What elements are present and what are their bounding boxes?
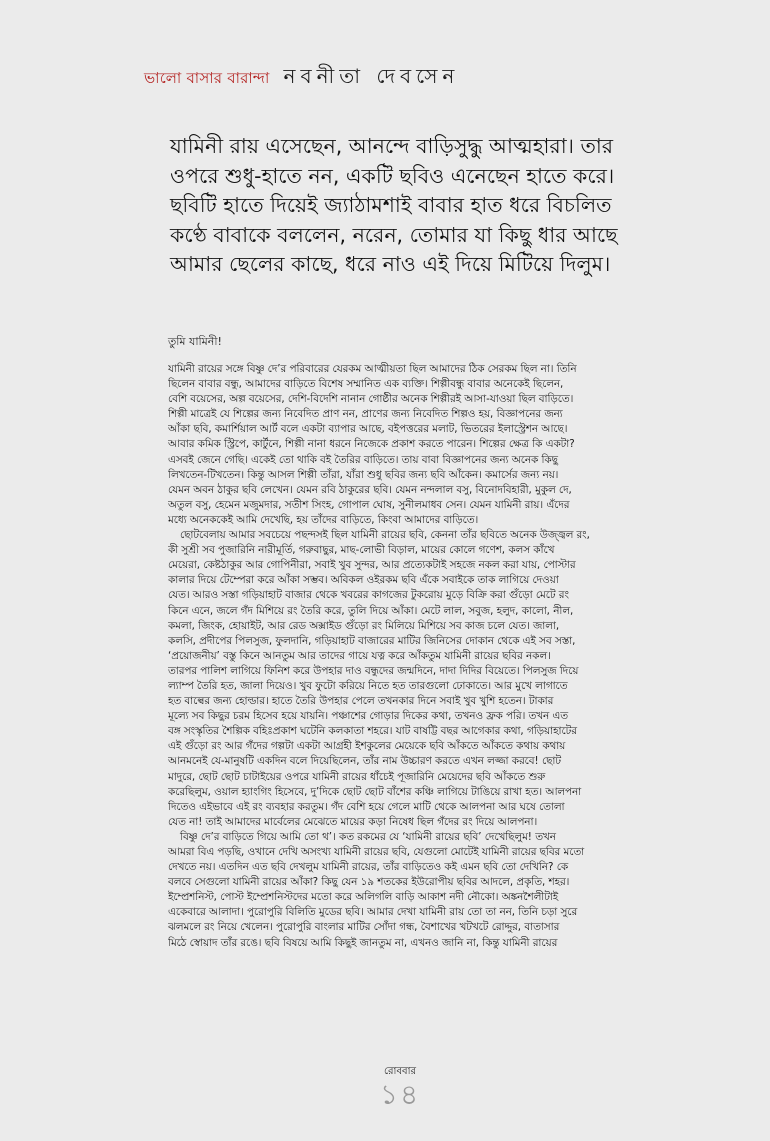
body-line: দিতেও এইভাবে এই রং ব্যবহার করতুম। গঁদ বেশি হয়ে গেলে মাটি থেকে আলপনা আর ঘষে তোলা	[168, 800, 565, 813]
body-line: ‘প্রয়োজনীয়’ বস্তু কিনে আনতুম আর তাদের গায়ে যত্ন করে আঁকতুম যামিনী রায়ের ছবির নকল।	[168, 649, 551, 662]
body-line: যেমন অবন ঠাকুর ছবি লেখেন। যেমন রবি ঠাকুরের ছবি। যেমন নন্দলাল বসু, বিনোদবিহারী, মুকুল দে,	[168, 483, 572, 496]
column-title: ভালো বাসার বারান্দা	[144, 69, 270, 87]
body-line: আঁকা ছবি, কমার্শিয়াল আর্ট বলে একটা ব্যাপার আছে, বইপত্তরের মলাট, ভিতরের ইলাস্ট্রেশন আছে।	[168, 423, 568, 436]
page-number: ১৪	[379, 1078, 421, 1111]
pull-quote-line: আমার ছেলের কাছে, ধরে নাও এই দিয়ে মিটিয়ে দিলুম।	[170, 252, 611, 276]
pull-quote	[170, 132, 618, 280]
body-line: কলসি, প্রদীপের পিলসুজ, ফুলদানি, গড়িয়াহাট বাজারের মাটির জিনিসের দোকান থেকে এই সব সস্তা,	[168, 634, 576, 647]
body-line: যেত না! তাই আমাদের মার্বেলের মেঝেতে মায়ের কড়া নিষেধ ছিল গঁদের রং দিয়ে আলপনা।	[168, 815, 538, 828]
body-line: মেয়েরা, কেষ্টঠাকুর আর গোপিনীরা, সবাই খুব সুন্দর, আর প্রত্যেকটাই সহজে নকল করা যায়, পোস্টার	[168, 559, 576, 572]
body-line: দেখতে নয়। এতদিন এত ছবি দেখলুম যামিনী রায়ের, তাঁর বাড়িতেও কই এমন ছবি তো দেখিনি? কে	[168, 861, 569, 874]
body-line: বেশি বয়েসের, অল্প বয়েসের, দেশি-বিদেশি নানান গোষ্ঠীর অনেক শিল্পীরই আসা-যাওয়া ছিল বাড়িতে।	[168, 393, 574, 406]
article-body	[168, 362, 614, 951]
body-line: করেছিলুম, ওয়াল হ্যাংগিং হিসেবে, দু’দিকে ছোট ছোট বাঁশের কঞ্চি লাগিয়ে টাঙিয়ে রাখা হত। আলপনা	[168, 785, 582, 798]
magazine-name: রোববার	[384, 1066, 416, 1077]
body-line: মাদুরে, ছোট ছোট চাটাইয়ের ওপরে যামিনী রায়ের ধাঁচেই পূজারিনি মেয়েদের ছবি আঁকতে শুরু	[168, 770, 546, 783]
body-line: কমলা, জিংক, হোয়াইট, আর রেড অক্সাইড গুঁড়ো রং মিলিয়ে মিশিয়ে সব কাজ চলে যেত। জালা,	[168, 619, 560, 632]
page-footer	[370, 1064, 430, 1109]
pull-quote-line: যামিনী রায় এসেছেন, আনন্দে বাড়িসুদ্ধু আত্মহারা। তার	[170, 134, 614, 158]
body-line: বঙ্গ সংস্কৃতির শৈল্পিক বহিঃপ্রকাশ ঘটেনি কলকাতা শহরে। যাট বাষট্টি বছর আগেকার কথা, গড়িয়াহাটের	[168, 725, 577, 738]
body-line: বিষ্ণু দে’র বাড়িতে গিয়ে আমি তো থ’। কত রকমের যে ‘যামিনী রায়ের ছবি’ দেখেছিলুম! তখন	[180, 830, 556, 843]
pull-quote-line: ছবিটি হাতে দিয়েই জ্যাঠামশাই বাবার হাত ধরে বিচলিত	[170, 193, 612, 217]
body-line: এসবই জেনে গেছি। একেই তো থাকি বই তৈরির বাড়িতে। তায় বাবা বিজ্ঞাপনের জন্য অনেক কিছু	[168, 453, 558, 466]
pull-quote-line: কণ্ঠে বাবাকে বললেন, নরেন, তোমার যা কিছু ধার আছে	[170, 222, 618, 247]
body-line: ল্যাম্প তৈরি হত, জালা দিয়েও। খুব ফুটো করিয়ে নিতে হত তারগুলো ঢোকাতে। আর মুখে লাগাতে	[168, 679, 568, 692]
body-line: মধ্যে অনেককেই আমি দেখেছি, হয় তাঁদের বাড়িতে, কিংবা আমাদের বাড়িতে।	[168, 513, 479, 526]
body-line: যামিনী রায়ের সঙ্গে বিষ্ণু দে’র পরিবারের যেরকম আত্মীয়তা ছিল আমাদের ঠিক সেরকম ছিল না। তিনি	[168, 363, 577, 375]
body-line: কালার দিয়ে টেম্পেরা করে আঁকা সম্ভব। অবিকল ওইরকম ছবি এঁকে সবাইকে তাক লাগিয়ে দেওয়া	[168, 574, 559, 587]
body-line: আবার কমিক স্ট্রিপে, কার্টুনে, শিল্পী নানা ধরনে নিজেকে প্রকাশ করতে পারেন। শিল্পের ক্ষেত্র কি একটা?	[168, 438, 575, 451]
body-line: আমরা বিএ পড়ছি, ওখানে দেখি অসংখ্য যামিনী রায়ের ছবি, যেগুলো মোটেই যামিনী রায়ের ছবির মতো	[168, 846, 585, 858]
body-line: ইম্প্রেশনিস্ট, পোস্ট ইম্প্রেশনিস্টদের মতো করে অলিগলি বাড়ি আকাশ নদী নৌকো। অঙ্কনশৈলীটাই	[168, 891, 559, 904]
author-name: নবনীতা দেবসেন	[283, 64, 460, 88]
body-line: শিল্পী মাত্রেই যে শিল্পের জন্য নিবেদিত প্রাণ নন, প্রাণের জন্য নিবেদিত শিল্পও হয়, বিজ্ঞাপনের জন্য	[168, 408, 563, 421]
body-line: ছোটবেলায় আমার সবচেয়ে পছন্দসই ছিল যামিনী রায়ের ছবি, কেননা তাঁর ছবিতে অনেক উজ্জ্বল রং,	[180, 529, 590, 542]
section-salutation: তুমি যামিনী!	[168, 335, 222, 348]
body-line: বলবে সেগুলো যামিনী রায়ের আঁকা? কিছু যেন ১৯ শতকের ইউরোপীয় ছবির আদলে, প্রকৃতি, শহর।	[168, 876, 570, 889]
body-line: মিঠে স্বোয়াদ তাঁর রঙে। ছবি বিষয়ে আমি কিছুই জানতুম না, এখনও জানি না, কিন্তু যামিনী রায়ের	[168, 936, 558, 949]
page-header	[144, 62, 544, 92]
body-line: তারপর পালিশ লাগিয়ে ফিনিশ করে উপহার দাও বন্ধুদের জন্মদিনে, দাদা দিদির বিয়েতে। পিলসুজ দিয়ে	[168, 664, 579, 677]
body-line: এই গুঁড়ো রং আর গঁদের গল্পটা একটা আগ্রহী ইশকুলের মেয়েকে ছবি আঁকতে আঁকতে কথায় কথায়	[168, 740, 566, 753]
body-line: একেবারে আলাদা। পুরোপুরি বিলিতি মুডের ছবি। আমার দেখা যামিনী রায় তো তা নন, তিনি চড়া সুরে	[168, 906, 578, 919]
body-line: আনমনেই যে-মানুষটি একদিন বলে দিয়েছিলেন, তাঁর নাম উচ্চারণ করতে এখন লজ্জা করবে! ছোট	[168, 755, 561, 768]
body-line: ছিলেন বাবার বন্ধু, আমাদের বাড়িতে বিশেষ সম্মানিত এক ব্যক্তি। শিল্পীবন্ধু বাবার অনেকেই ছিলেন,	[168, 378, 564, 391]
body-line: যেত। আরও সস্তা গড়িয়াহাট বাজার থেকে খবরের কাগজের টুকরোয় মুড়ে বিক্রি করা গুঁড়ো মেটে রং	[168, 589, 569, 602]
body-line: কিনে এনে, জলে গঁদ মিশিয়ে রং তৈরি করে, তুলি দিয়ে আঁকা। মেটে লাল, সবুজ, হলুদ, কালো, নীল,	[168, 604, 574, 617]
body-line: ঝলমলে রং নিয়ে খেলেন। পুরোপুরি বাংলার মাটির সোঁদা গন্ধ, বৈশাখের খটখটে রোদ্দুর, বাতাসার	[168, 921, 560, 934]
body-line: হত বাল্বের জন্য হোল্ডার। হাতে তৈরি উপহার পেলে তখনকার দিনে সবাই খুব খুশি হতেন। টাকার	[168, 695, 554, 708]
body-line: কী সুশ্রী সব পুজারিনি নারীমূর্তি, গরুবাছুর, মাছ-লোভী বিড়াল, মায়ের কোলে গণেশ, কলস কাঁখে	[168, 544, 555, 557]
pull-quote-line: ওপরে শুধু-হাতে নন, একটি ছবিও এনেছেন হাতে করে।	[170, 163, 615, 188]
body-line: লিখতেন-টিখতেন। কিন্তু আসল শিল্পী তাঁরা, যাঁরা শুধু ছবির জন্য ছবি আঁকেন। কমার্সের জন্য নয়।	[168, 468, 559, 481]
body-line: মূল্যে সব কিছুর চরম হিসেব হয়ে যায়নি। পঞ্চাশের গোড়ার দিকের কথা, তখনও ফ্রক পরি। তখন এত	[168, 710, 568, 723]
body-line: অতুল বসু, হেমেন মজুমদার, সতীশ সিংহ, গোপাল ঘোষ, সুনীলমাধব সেন। যেমন যামিনী রায়। এঁদের	[168, 498, 570, 511]
